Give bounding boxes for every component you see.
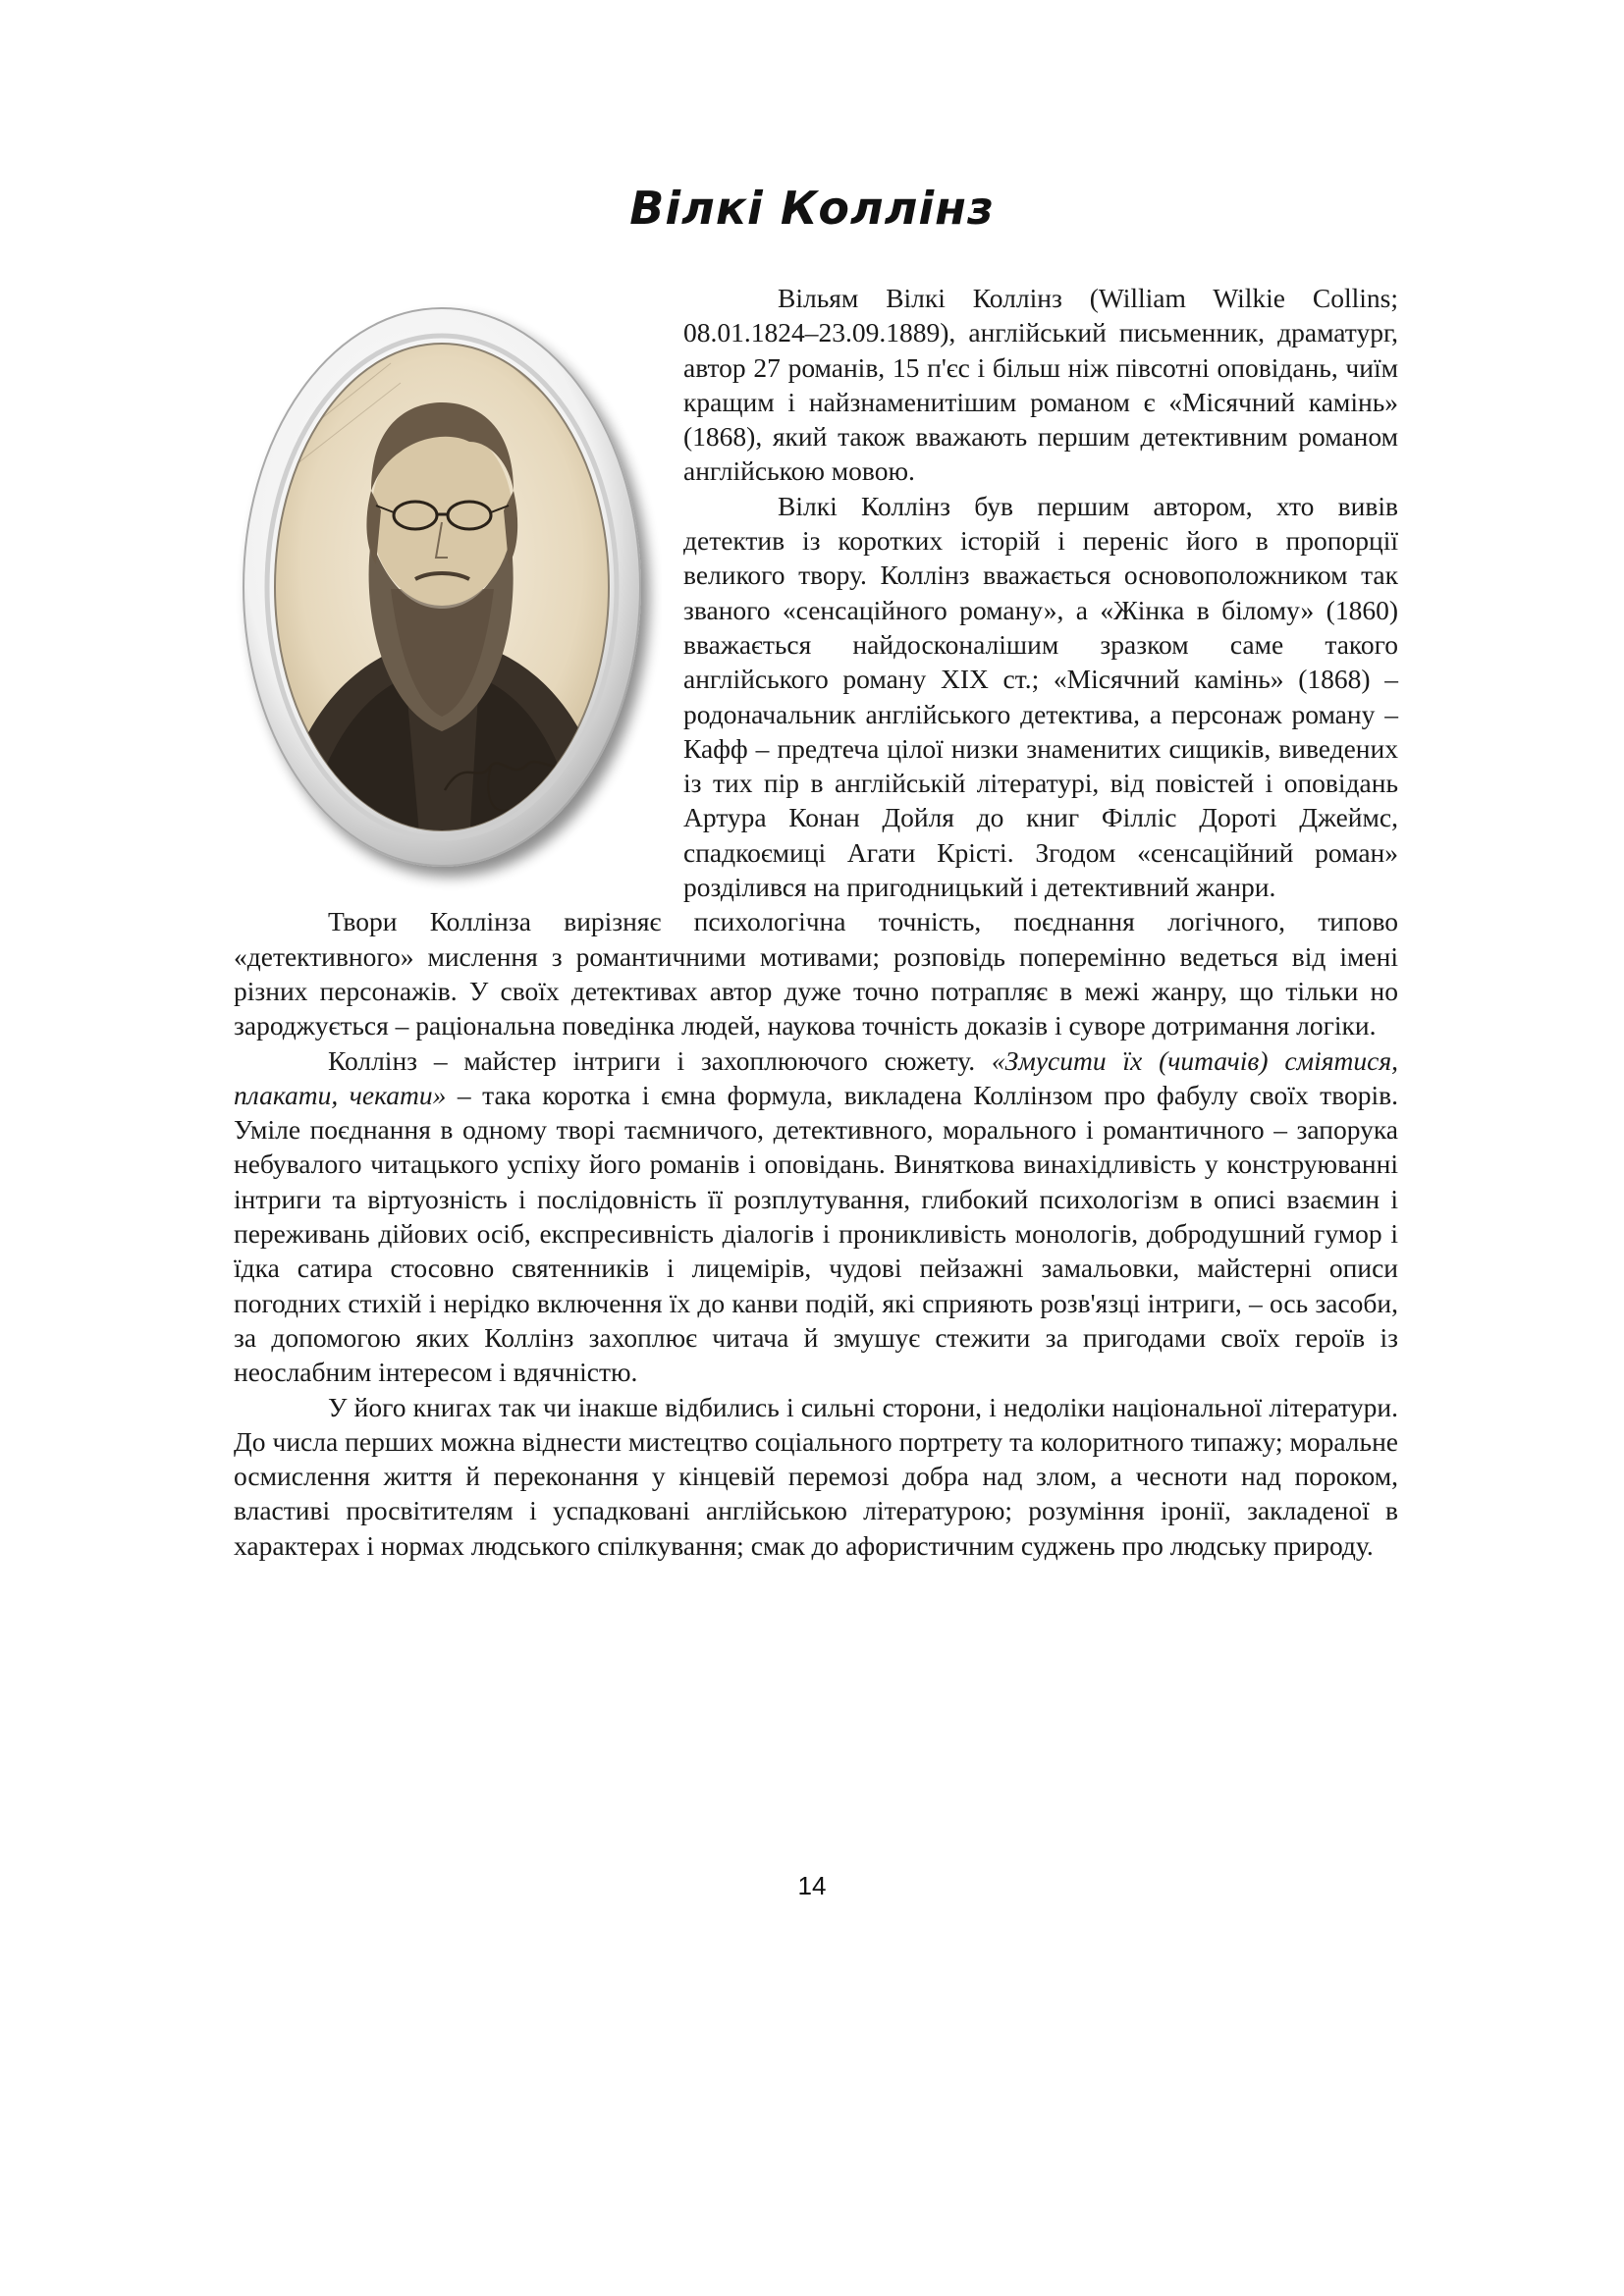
article-body xyxy=(234,281,1398,1563)
portrait-illustration xyxy=(234,294,662,895)
page-title: Вілкі Коллінз xyxy=(629,182,995,235)
paragraph-national-literature: У його книгах так чи інакше відбились і сильні сторони, і недоліки національної літератури. До числа перших можна віднести мистецтво соціального портрету та колоритного типажу; моральне осмислення життя й переконання у кінцевій перемозі добра над злом, а чесноти над пороком, властиві просвітителям і успадковані англійською літературою; розуміння іронії, закладеної в характерах і нормах людського спілкування; смак до афористичним суджень про людську природу. xyxy=(234,1391,1398,1561)
paragraph-psychology: Твори Коллінза вирізняє психологічна точність, поєднання логічного, типово «детективного» мислення з романтичними мотивами; розповідь поперемінно ведеться від імені різних персонажів. У своїх детективах автор дуже точно потрапляє в межі жанру, що тільки но зароджується – раціональна поведінка людей, наукова точність доказів і суворе дотримання логіки. xyxy=(234,906,1398,1041)
intrigue-rest: – така коротка і ємна формула, викладена Коллінзом про фабулу своїх творів. Уміле поєднання в одному творі таємничого, детективного, морального і романтичного – запорука небувалого читацького успіху його романів і оповідань. Виняткова винахідливість у конструюванні інтриги та віртуозність і послідовність її розплутування, глибокий психологізм в описі взаємин і переживань дійових осіб, експресивність діалогів і проникливість монологів, добродушний гумор і їдка сатира стосовно святенників і лицемірів, чудові пейзажні замальовки, майстерні описи погодних стихій і нерідко включення їх до канви подій, які сприяють розв'язці інтриги, – ось засоби, за допомогою яких Коллінз захоплює читача й змушує стежити за пригодами своїх героїв із неослабним інтересом і вдячністю. xyxy=(234,1079,1398,1388)
page-number: 14 xyxy=(797,1871,827,1900)
intrigue-start: Коллінз – майстер інтриги і захоплюючого сюжету. xyxy=(328,1044,992,1076)
paragraph-intro: Вільям Вілкі Коллінз (William Wilkie Collins; 08.01.1824–23.09.1889), англійський письменник, драматург, автор 27 романів, 15 п'єс і більш ніж півсотні оповідань, чиїм кращим і найзнаменитішим романом є «Місячний камінь» (1868), який також вважають першим детективним романом англійською мовою. xyxy=(683,283,1398,487)
portrait-frame xyxy=(234,294,662,895)
paragraph-intrigue xyxy=(234,1043,1398,1390)
paragraph-detective-origins: Вілкі Коллінз був першим автором, хто вивів детектив із коротких історій і переніс його в пропорції великого твору. Коллінз вважається основоположником так званого «сенсаційного роману», а «Жінка в білому» (1860) вважається найдосконалішим зразком саме такого англійського роману XIX ст.; «Місячний камінь» (1868) – родоначальник англійського детектива, а персонаж роману – Кафф – предтеча цілої низки знаменитих сищиків, виведених із тих пір в англійській літературі, від повістей і оповідань Артура Конан Дойля до книг Філліс Дороті Джеймс, спадкоємиці Агати Крісті. Згодом «сенсаційний роман» розділився на пригодницький і детективний жанри. xyxy=(683,490,1398,903)
intrigue-quote: «Змусити їх (читачів) сміятися, плакати, чекати» xyxy=(234,1044,1398,1110)
